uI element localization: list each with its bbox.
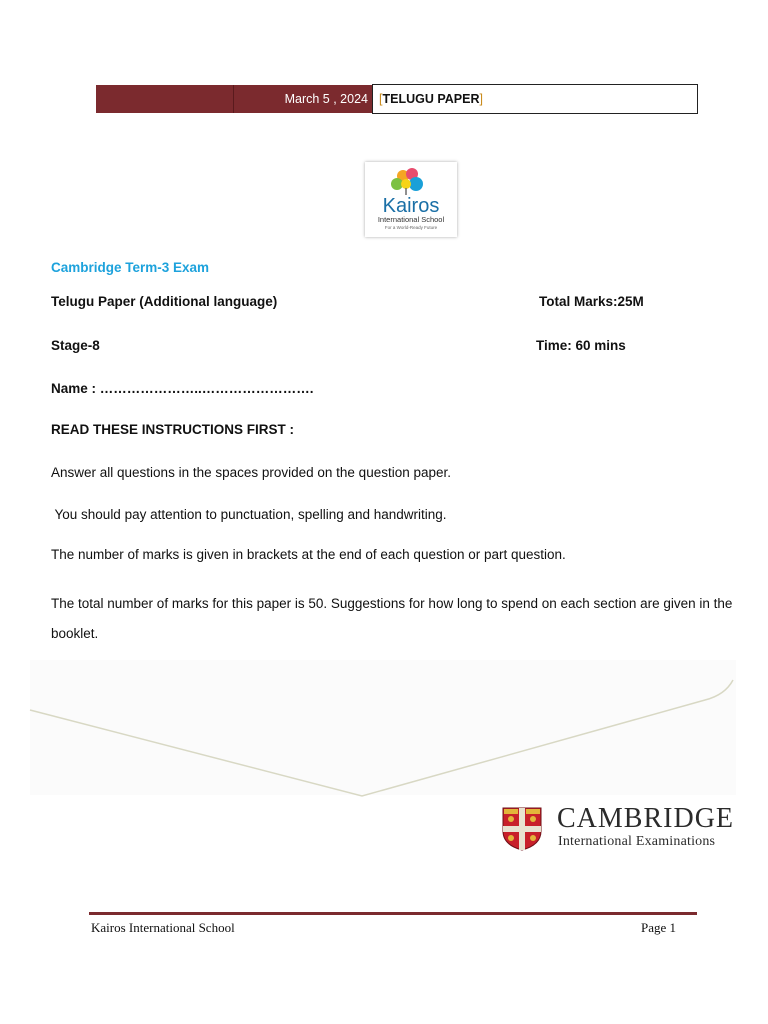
paper-title: Telugu Paper (Additional language)	[51, 294, 278, 309]
name-field-line: Name : …………………..…………………….	[51, 381, 314, 396]
logo-tagline: For a World-Ready Future	[384, 225, 438, 230]
instruction-item: The total number of marks for this paper is 50. Suggestions for how long to spend on each section are given in the booklet.	[51, 596, 733, 641]
cambridge-subtitle: International Examinations	[558, 834, 716, 849]
decorative-curve	[0, 660, 768, 810]
total-marks: Total Marks:25M	[539, 294, 644, 309]
close-bracket: ]	[479, 92, 483, 106]
logo-subtitle: International School	[377, 215, 445, 224]
kairos-logo-graphic	[365, 162, 457, 237]
footer-rule	[89, 912, 697, 915]
paper-label: TELUGU PAPER	[382, 92, 480, 106]
instruction-item: The number of marks is given in brackets at the end of each question or part question.	[51, 547, 566, 562]
exam-title: Cambridge Term-3 Exam	[51, 260, 210, 275]
time-label: Time: 60 mins	[536, 338, 626, 353]
open-bracket: [	[379, 92, 383, 106]
instructions-heading: READ THESE INSTRUCTIONS FIRST :	[51, 422, 295, 437]
instruction-item: Answer all questions in the spaces provided on the question paper.	[51, 465, 452, 480]
logo-name: Kairos	[382, 195, 440, 217]
kairos-logo	[365, 162, 457, 237]
cambridge-wordmark: CAMBRIDGE	[557, 803, 735, 834]
footer-page-number: Page 1	[641, 920, 677, 935]
header-date: March 5 , 2024	[284, 92, 368, 106]
header-title	[379, 85, 483, 113]
footer-school: Kairos International School	[91, 920, 235, 935]
cambridge-crest-icon	[502, 807, 542, 851]
instruction-item: You should pay attention to punctuation, spelling and handwriting.	[51, 507, 447, 522]
stage-label: Stage-8	[51, 338, 100, 353]
